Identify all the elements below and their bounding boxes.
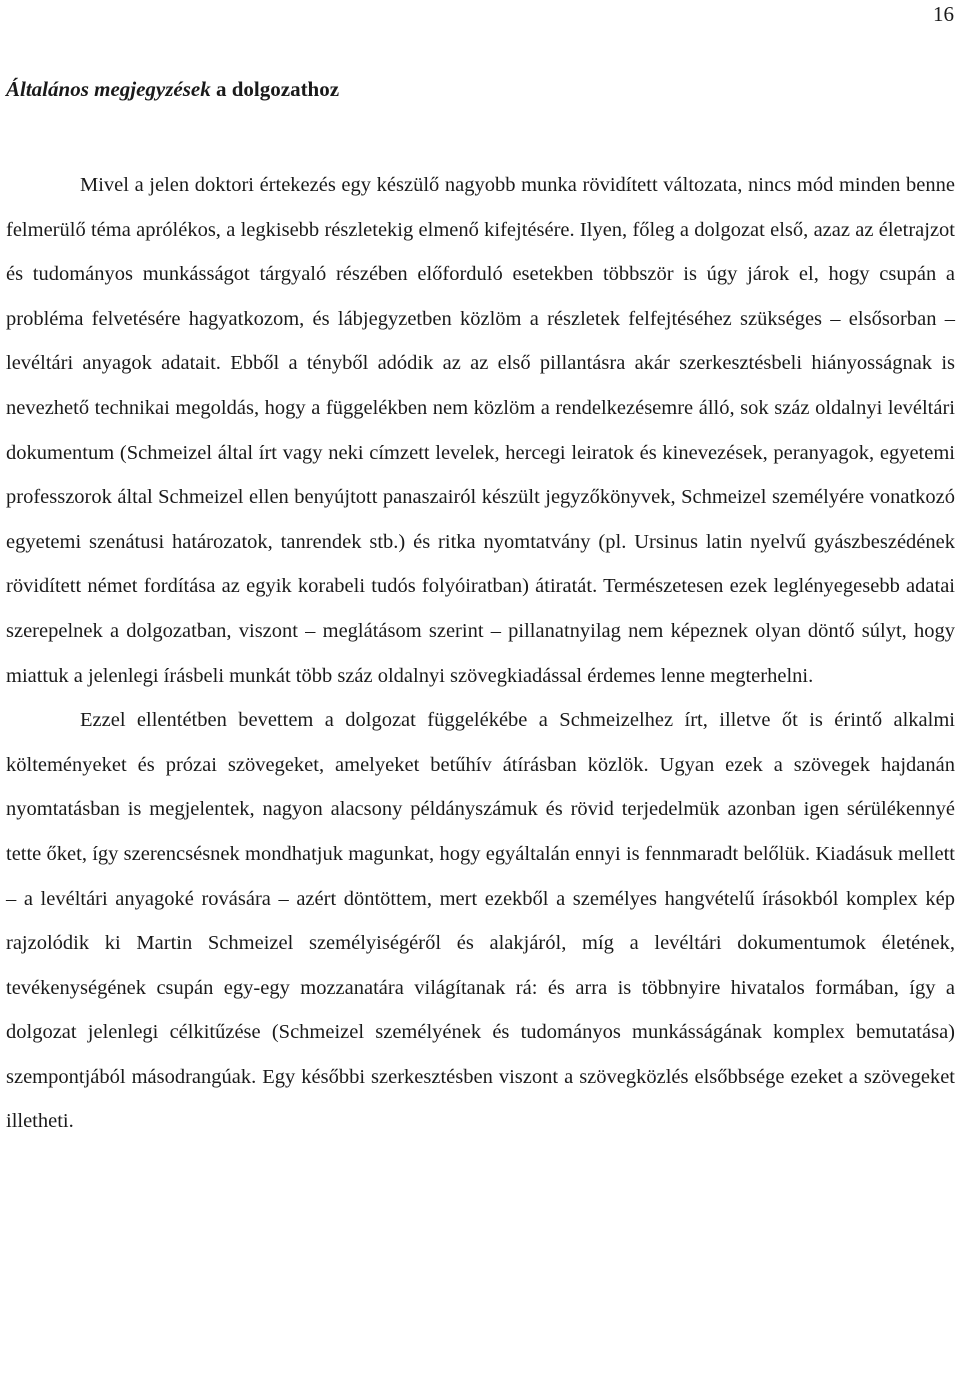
section-heading-rest: a dolgozathoz (210, 77, 340, 101)
paragraph: Ezzel ellentétben bevettem a dolgozat függelékébe a Schmeizelhez írt, illetve őt is érintő alkalmi költeményeket és prózai szövegeket, amelyeket betűhív átírásban közlök. Ugyan ezek a szövegek hajdanán nyomtatásban is megjelentek, nagyon alacsony példányszámuk és rövid terjedelmük azonban igen sérülékennyé tette őket, így szerencsésnek mondhatjuk magunkat, hogy egyáltalán ennyi is fennmaradt belőlük. Kiadásuk mellett – a levéltári anyagoké rovására – azért döntöttem, mert ezekből a személyes hangvételű írásokból komplex kép rajzolódik ki Martin Schmeizel személyiségéről és alakjáról, míg a levéltári dokumentumok életének, tevékenységének csupán egy-egy mozzanatára világítanak rá: és arra is többnyire hivatalos formában, így a dolgozat jelenlegi célkitűzése (Schmeizel személyének és tudományos munkásságának komplex bemutatása) szempontjából másodrangúak. Egy későbbi szerkesztésben viszont a szövegközlés elsőbbsége ezeket a szövegeket illetheti. (6, 709, 955, 1133)
section-heading-italic: Általános megjegyzések (6, 77, 211, 101)
page-number: 16 (933, 2, 954, 26)
section-heading (6, 76, 339, 102)
body-text (6, 163, 955, 1144)
paragraph: Mivel a jelen doktori értekezés egy készülő nagyobb munka rövidített változata, nincs mód minden benne felmerülő téma aprólékos, a legkisebb részletekig elmenő kifejtésére. Ilyen, főleg a dolgozat első, azaz az életrajzot és tudományos munkásságot tárgyaló részében előforduló esetekben többször is úgy járok el, hogy csupán a probléma felvetésére hagyatkozom, és lábjegyzetben közlöm a részletek felfejtéséhez szükséges – elsősorban – levéltári anyagok adatait. Ebből a tényből adódik az az első pillantásra akár szerkesztésbeli hiányosságnak is nevezhető technikai megoldás, hogy a függelékben nem közlöm a rendelkezésemre álló, sok száz oldalnyi levéltári dokumentum (Schmeizel által írt vagy neki címzett levelek, hercegi leiratok és kinevezések, peranyagok, egyetemi professzorok által Schmeizel ellen benyújtott panaszairól készült jegyzőkönyvek, Schmeizel személyére vonatkozó egyetemi szenátusi határozatok, tanrendek stb.) és ritka nyomtatvány (pl. Ursinus latin nyelvű gyászbeszédének rövidített német fordítása az egyik korabeli tudós folyóiratban) átiratát. Természetesen ezek leglényegesebb adatai szerepelnek a dolgozatban, viszont – meglátásom szerint – pillanatnyilag nem képeznek olyan döntő súlyt, hogy miattuk a jelenlegi írásbeli munkát több száz oldalnyi szövegkiadással érdemes lenne megterhelni. (6, 174, 955, 687)
